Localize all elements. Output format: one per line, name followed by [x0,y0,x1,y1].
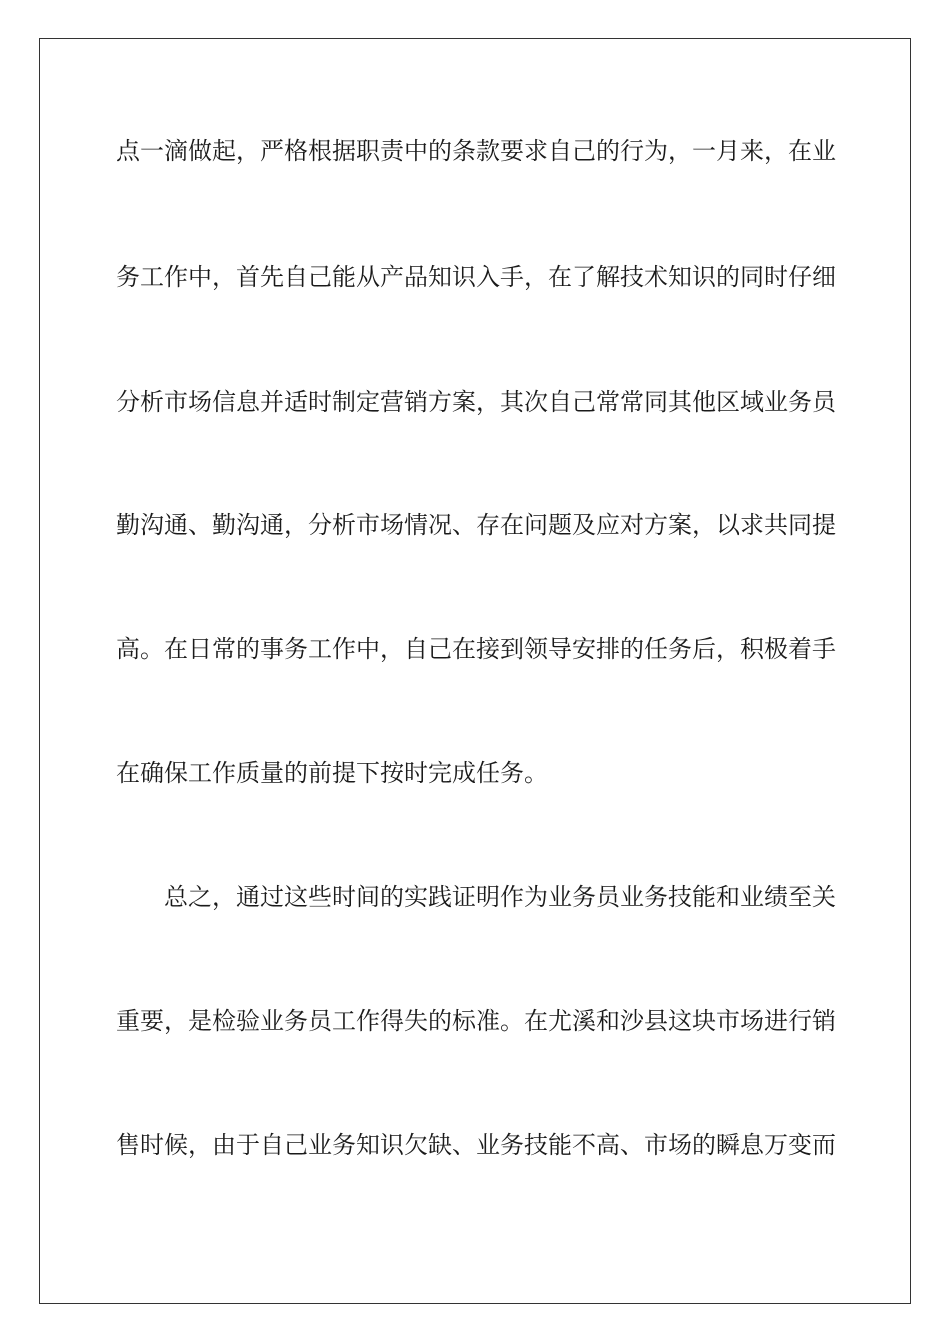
text-line: 重要，是检验业务员工作得失的标准。在尤溪和沙县这块市场进行销 [116,1007,836,1035]
text-line: 高。在日常的事务工作中，自己在接到领导安排的任务后，积极着手 [116,635,836,663]
text-line: 分析市场信息并适时制定营销方案，其次自己常常同其他区域业务员 [116,388,836,416]
text-line: 总之，通过这些时间的实践证明作为业务员业务技能和业绩至关 [164,883,836,911]
text-line: 点一滴做起，严格根据职责中的条款要求自己的行为，一月来，在业 [116,137,836,165]
page-border [39,38,911,1304]
text-line: 售时候，由于自己业务知识欠缺、业务技能不高、市场的瞬息万变而 [116,1131,836,1159]
text-line: 勤沟通、勤沟通，分析市场情况、存在问题及应对方案，以求共同提 [116,511,836,539]
text-line: 在确保工作质量的前提下按时完成任务。 [116,759,548,787]
text-line: 务工作中，首先自己能从产品知识入手，在了解技术知识的同时仔细 [116,263,836,291]
